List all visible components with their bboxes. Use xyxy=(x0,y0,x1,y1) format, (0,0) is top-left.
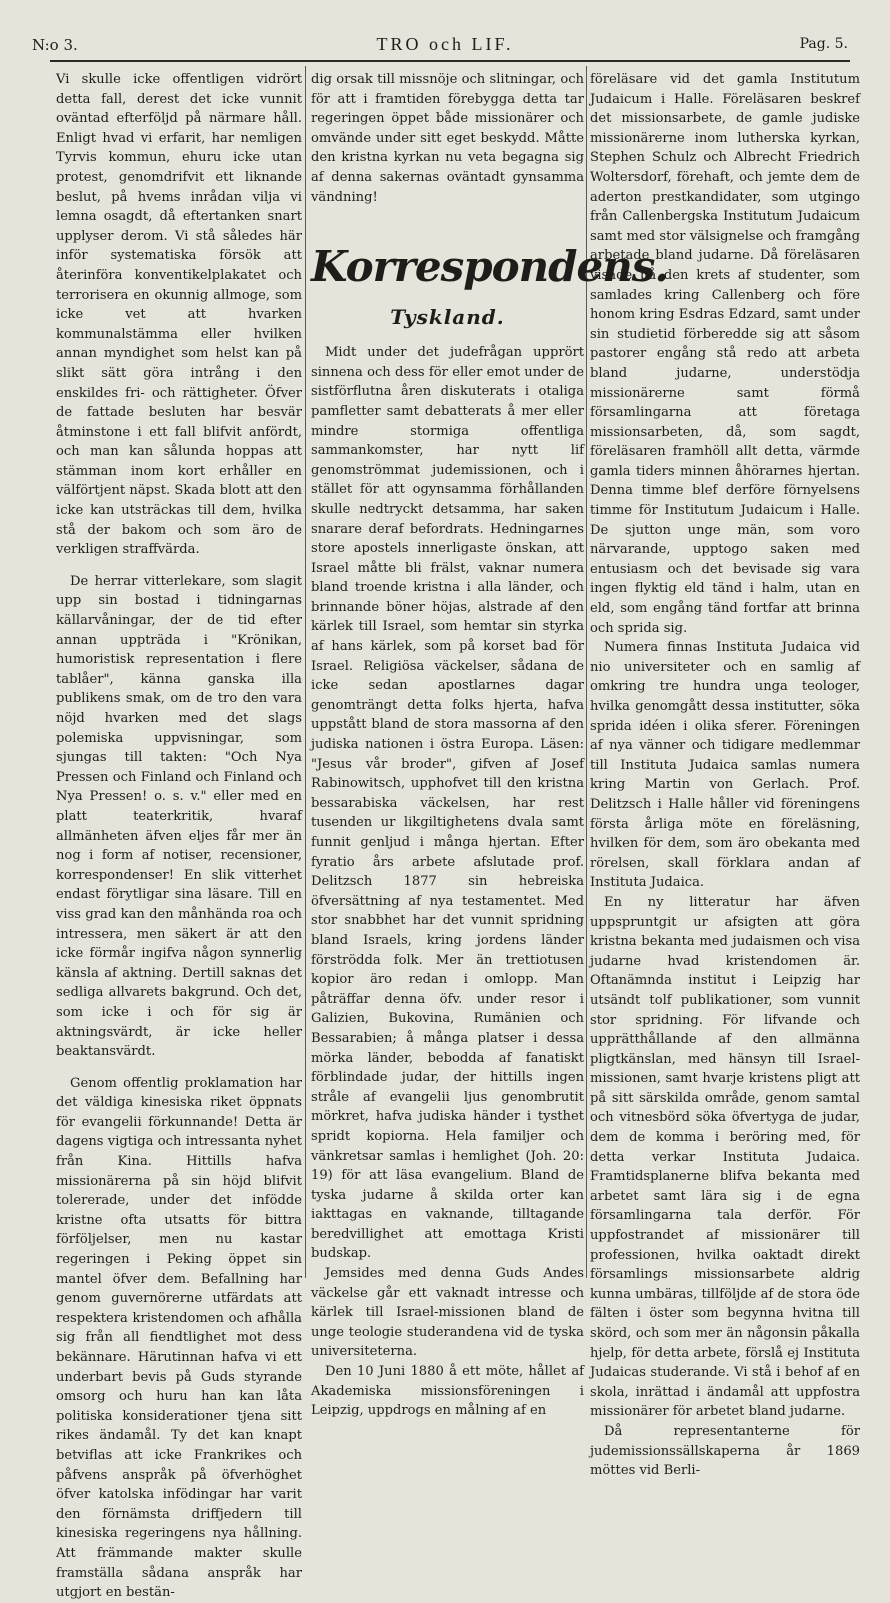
paragraph-leipzig-meeting: Den 10 Juni 1880 å ett möte, hållet af Akademiska missionsföreningen i Leipzig, uppdrogs en målning af en xyxy=(311,1364,584,1419)
column-left xyxy=(56,70,302,1601)
publication-title: TRO och LIF. xyxy=(376,34,514,54)
paragraph-chronicle-critique: De herrar vitterlekare, som slagit upp sin bostad i tidningarnas källarvåningar, der de tid efter annan uppträda i "Krönikan, humoristisk representation i flere tablåer", känna ganska illa publikens smak, om de tro den vara nöjd hvarken med det slags polemiska uppvisningar, som sjungas till takten: "Och Nya Pressen och Finland och Finland och Nya Pressen! o. s. v." eller med en platt teaterkritik, hvaraf allmänheten äfven eljes får mer än nog i form af notiser, recensioner, korrespondenser! En slik vitterhet endast förytligar sina läsare. Till en viss grad kan den månhända roa och intressera, men säkert är att den icke förmår ingifva någon synnerlig känsla af aktning. Dertill saknas det sedliga allvarets bakgrund. Och det, som icke i och för sig är aktningsvärdt, är icke heller beaktansvärdt. xyxy=(56,573,302,1060)
paragraph-instituta-universities: Numera finnas Instituta Judaica vid nio universiteter och en samlig af omkring tre hundra unga teologer, hvilka genomgått dessa institutter, söka sprida idéen i olika sferer. Föreningen af nya vänner och tidigare medlemmar till Instituta Judaica samlas numera kring Martin von Gerlach. Prof. Delitzsch i Halle håller vid föreningens första årliga möte en föreläsning, hvilken för dem, som äro obekanta med rörelsen, skall förklara andan af Instituta Judaica. xyxy=(590,640,860,891)
issue-number: N:o 3. xyxy=(32,36,78,54)
paragraph-new-literature: En ny litteratur har äfven uppspruntgit ur afsigten att göra kristna bekanta med judaismen och visa judarne hvad kristendomen är. Oftanämnda institut i Leipzig har utsändt tolf publikationer, som vunnit stor spridning. För lifvande och upprätthållande af den allmänna pligtkänslan, med hänsyn till Israel-missionen, samt hvarje kristens pligt att på sitt särskilda område, genom samtal och vitnesbörd söka öfvertyga de judar, dem de komma i beröring med, för detta verkar Instituta Judaica. Framtidsplanerne blifva bekanta med arbetet samt lära sig i de egna församlingarna tala derför. För uppfostrandet af missionärer till professionen, hvilka oaktadt direkt församlings missionsarbete aldrig kunna umbäras, tillföljde af de stora öde fälten i öster som begynna hvitna till skörd, och som mer än någonsin påkalla hjelp, för detta arbete, förslå ej Instituta Judaicas studerande. Vi stå i behof af en skola, inrättad i ändamål att uppfostra missionärer för arbetet bland judarne. xyxy=(590,894,860,1420)
page-header xyxy=(0,0,890,62)
column-middle xyxy=(311,70,669,1419)
header-rule xyxy=(50,60,850,62)
paragraph-conventicle: Vi skulle icke offentligen vidrört detta fall, derest det icke vunnit oväntad efterföljd på närmare håll. Enligt hvad vi erfarit, har nemligen Tyrvis kommun, ehuru icke utan protest, genomdrifvit ett liknande beslut, på hvems inrådan vilja vi lemna osagdt, då eftertanken snart upplyser derom. Vi stå således här inför systematiska försök att återinföra konventikelplakatet och terrorisera en okunnig allmoge, som icke vet att hvarken kommunalstämma eller hvilken annan myndighet som helst kan på slikt sätt göra intrång i den enskildes fri- och rättigheter. Öfver de fattade besluten har besvär åtminstone i ett fall blifvit anfördt, och man kan sålunda hoppas att stämman inom kort erhåller en välförtjent näpst. Skada blott att den icke kan utsträckas till dem, hvilka stå der bakom och som äro de verkligen straffvärda. xyxy=(56,72,302,558)
paragraph-theology-students: Jemsides med denna Guds Andes väckelse går ett vaknadt intresse och kärlek till Israel-missionen bland de unge teologie studerandena vid de tyska universiteterna. xyxy=(311,1266,584,1360)
paragraph-china-continued: dig orsak till missnöje och slitningar, och för att i framtiden förebygga detta tar regeringen öppet både missionärer och omvände under sitt eget beskydd. Måtte den kristna kyrkan nu veta begagna sig af denna sakernas oväntadt gynsamma vändning! xyxy=(311,72,584,205)
paragraph-china-proclamation: Genom offentlig proklamation har det väldiga kinesiska riket öppnats för evangelii förkunnande! Detta är dagens vigtiga och intressanta nyhet från Kina. Hittills hafva missionärerna på sin höjd blifvit tolererade, under det infödde kristne ofta utsatts för bittra förföljelser, men nu kastar regeringen i Peking öppet sin mantel öfver dem. Befallning har genom guvernörerne utfärdats att respektera kristendomen och afhålla sig från all fiendtlighet mot dess bekännare. Härutinnan hafva vi ett underbart bevis på Guds styrande omsorg och huru han kan låta politiska konsiderationer tjena sitt rikes ändamål. Ty det kan knapt betviflas att icke Frankrikes och påfvens anspråk på öfverhöghet öfver katolska infödingar har varit den förnämsta driffjedern till kinesiska regeringens nya hållning. Att främmande makter skulle framställa sådana anspråk har utgjort en bestän- xyxy=(56,1075,302,1601)
paragraph-jewish-question: Midt under det judefrågan upprört sinnena och dess för eller emot under de sistförflutna åren diskuterats i otaliga pamfletter samt debatterats å mer eller mindre stormiga offentliga sammankomster, har nytt lif genomströmmat judemissionen, och i stället för att ogynsamma förhållanden skulle nedtryckt detsamma, har saken snarare deraf befordrats. Hedningarnes store apostels innerligaste önskan, att Israel måtte bli frälst, vaknar numera bland troende kristna i alla länder, och brinnande böner höjas, alstrade af den kärlek till Israel, som hemtar sin styrka af hans kärlek, som på korset bad för Israel. Religiösa väckelser, sådana de icke sedan apostlarnes dagar genomträngt detta folks hjerta, hafva uppstått bland de stora massorna af den judiska nationen i östra Europa. Läsen: "Jesus vår broder", gifven af Josef Rabinowitsch, upphofvet till den kristna bessarabiska väckelsen, har rest tusenden ur likgiltighetens dvala samt funnit genljud i många hjertan. Efter fyratio års arbete afslutade prof. Delitzsch 1877 sin hebreiska öfversättning af nya testamentet. Med stor snabbhet har det vunnit spridning bland Israels, kring jordens länder förströdda folk. Mer än trettiotusen kopior äro redan i omlopp. Man påträffar denna öfv. under resor i Galizien, Bukovina, Rumänien och Bessarabien; å många platser i dessa mörka länder, bebodda af fanatiskt förblindade judar, der hittills ingen stråle af evangelii ljus genombrutit mörkret, hafva judiska händer i tysthet spridt kopiorna. Hela familjer och vänkretsar samlas i hemlighet (Joh. 20: 19) för att läsa evangelium. Bland de tyska judarne å skilda orter kan iakttagas en vaknande, tilltagande beredvillighet att emottaga Kristi budskap. xyxy=(311,345,584,1262)
subheading-tyskland: Tyskland. xyxy=(390,305,505,330)
paragraph-institutum-judaicum: föreläsare vid det gamla Institutum Judaicum i Halle. Föreläsaren beskref det missionsarbete, de gamle judiske missionärerne inom lutherska kyrkan, Stephen Schulz och Albrecht Friedrich Woltersdorf, förehaft, och jemte dem de aderton prestkandidater, som utgingo från Callenbergska Institutum Judaicum samt med stor välsignelse och framgång arbetade bland judarne. Då föreläsaren visade på den krets af studenter, som samlades kring Callenberg och före honom kring Esdras Edzard, samt under sin studietid förberedde sig att såsom pastorer engång stå redo att arbeta bland judarne, understödja missionärerne samt förmå församlingarna att företaga missionsarbeten, då, som sagdt, föreläsaren framhöll allt detta, värmde gamla tiders minnen åhörarnes hjertan. Denna timme blef derföre förnyelsens timme för Institutum Judaicum i Halle. De sjutton unge män, som voro närvarande, upptogo saken med entusiasm och det bevisade sig vara ingen flyktig eld tänd i halm, utan en eld, som engång tänd fortfar att brinna och sprida sig. xyxy=(590,72,860,636)
paragraph-representatives-1869: Då representanterne för judemissionssällskaperna år 1869 möttes vid Berli- xyxy=(590,1423,860,1479)
section-heading-korrespondens: Korrespondens. xyxy=(311,242,669,292)
column-divider-left xyxy=(305,66,306,1278)
page-number: Pag. 5. xyxy=(799,36,848,52)
column-right xyxy=(590,70,860,1479)
